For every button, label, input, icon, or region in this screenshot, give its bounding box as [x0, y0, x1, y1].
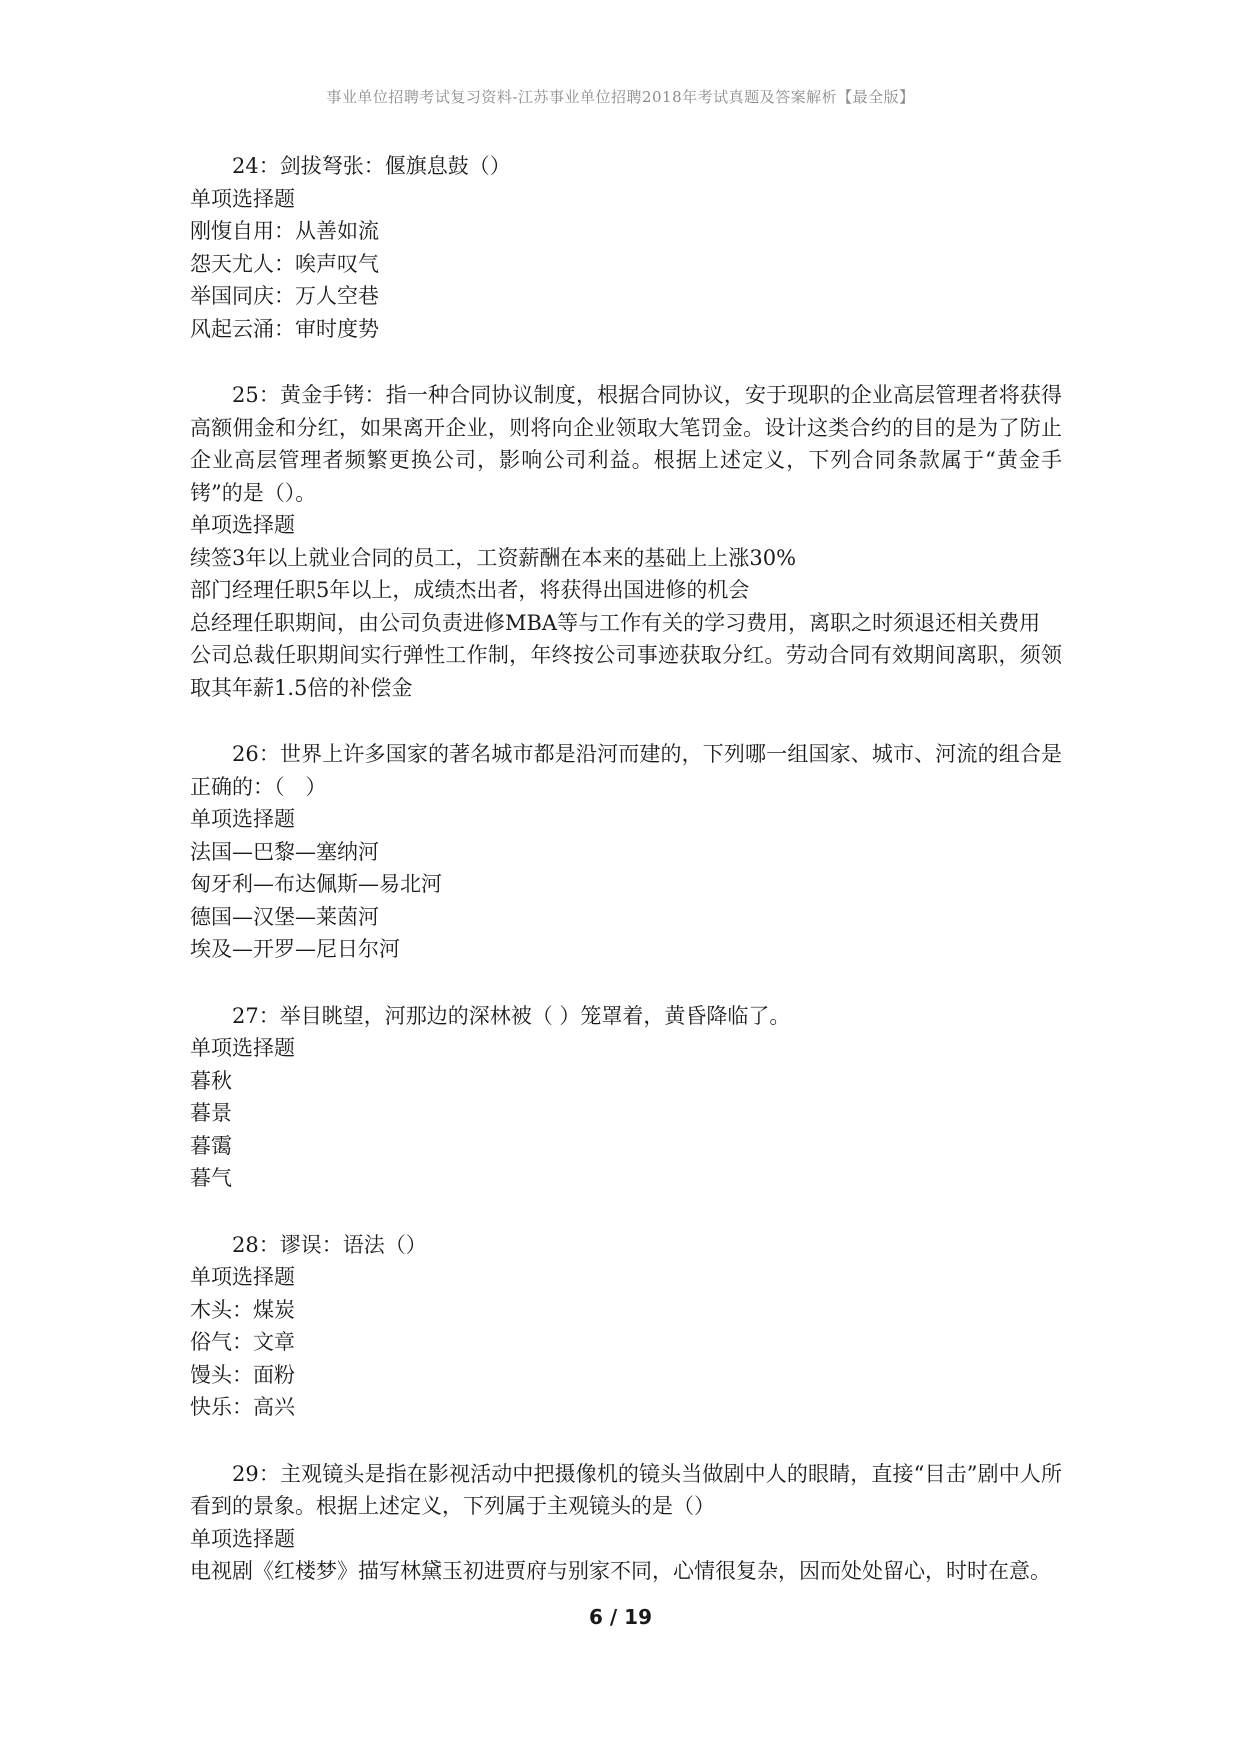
- option: 公司总裁任职期间实行弹性工作制，年终按公司事迹获取分红。劳动合同有效期间离职，须领取其年薪1.5倍的补偿金: [190, 643, 1062, 700]
- document-header: 事业单位招聘考试复习资料-江苏事业单位招聘2018年考试真题及答案解析【最全版】: [326, 88, 915, 106]
- option: 馒头：面粉: [190, 1362, 295, 1387]
- option: 电视剧《红楼梦》描写林黛玉初进贾府与别家不同，心情很复杂，因而处处留心，时时在意。: [190, 1559, 1051, 1583]
- question-26: [190, 738, 1062, 966]
- question-stem: 29：主观镜头是指在影视活动中把摄像机的镜头当做剧中人的眼睛，直接“目击”剧中人所看到的景象。根据上述定义，下列属于主观镜头的是（）: [190, 1461, 1062, 1518]
- option: 快乐：高兴: [190, 1395, 295, 1419]
- question-type: 单项选择题: [190, 1036, 295, 1060]
- question-type: 单项选择题: [190, 1526, 295, 1551]
- question-stem: 27：举目眺望，河那边的深林被（ ）笼罩着，黄昏降临了。: [232, 1003, 791, 1028]
- question-stem: 25：黄金手铐：指一种合同协议制度，根据合同协议，安于现职的企业高层管理者将获得高额佣金和分红，如果离开企业，则将向企业领取大笔罚金。设计这类合约的目的是为了防止企业高层管理者频繁更换公司，影响公司利益。根据上述定义，下列合同条款属于“黄金手铐”的是（）。: [190, 383, 1062, 505]
- option: 暮景: [190, 1101, 232, 1125]
- question-stem: 26：世界上许多国家的著名城市都是沿河而建的，下列哪一组国家、城市、河流的组合是正确的：（ ）: [190, 742, 1062, 799]
- option: 德国—汉堡—莱茵河: [190, 904, 379, 929]
- question-24: [190, 150, 1062, 345]
- option: 举国同庆：万人空巷: [190, 284, 379, 308]
- page-number: 6 / 19: [589, 1605, 652, 1629]
- option: 俗气：文章: [190, 1330, 295, 1354]
- question-29: [190, 1458, 1062, 1588]
- question-28: [190, 1229, 1062, 1424]
- option: 总经理任职期间，由公司负责进修MBA等与工作有关的学习费用，离职之时须退还相关费用: [190, 610, 1041, 635]
- option: 埃及—开罗—尼日尔河: [190, 937, 400, 961]
- option: 木头：煤炭: [190, 1297, 295, 1322]
- question-type: 单项选择题: [190, 513, 295, 537]
- question-27: [190, 1000, 1062, 1195]
- option: 怨天尤人：唉声叹气: [190, 251, 379, 276]
- question-25: [190, 379, 1062, 704]
- question-stem: 24：剑拔弩张：偃旗息鼓（）: [232, 154, 511, 178]
- option: 刚愎自用：从善如流: [190, 219, 379, 243]
- option: 续签3年以上就业合同的员工，工资薪酬在本来的基础上上涨30%: [190, 545, 797, 570]
- option: 暮霭: [190, 1133, 232, 1158]
- question-stem: 28：谬误：语法（）: [232, 1232, 427, 1257]
- question-type: 单项选择题: [190, 186, 295, 211]
- question-type: 单项选择题: [190, 1265, 295, 1289]
- question-list: [190, 150, 1062, 1622]
- option: 风起云涌：审时度势: [190, 316, 379, 341]
- option: 暮秋: [190, 1068, 232, 1093]
- option: 暮气: [190, 1166, 232, 1190]
- option: 匈牙利—布达佩斯—易北河: [190, 872, 442, 896]
- question-type: 单项选择题: [190, 807, 295, 831]
- option: 部门经理任职5年以上，成绩杰出者，将获得出国进修的机会: [190, 578, 750, 602]
- option: 法国—巴黎—塞纳河: [190, 839, 379, 864]
